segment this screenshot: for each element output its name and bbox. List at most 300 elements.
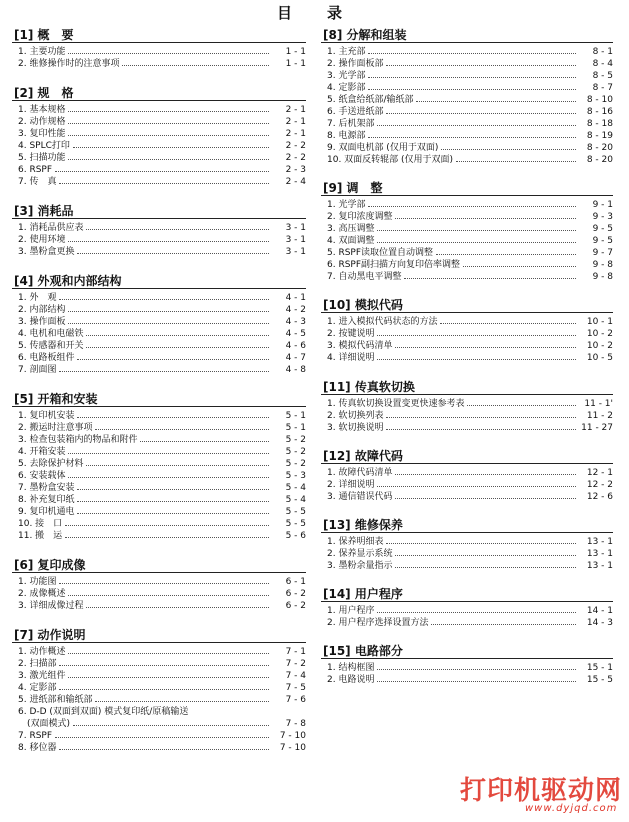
toc-section [12, 628, 306, 754]
toc-entry[interactable] [321, 352, 613, 364]
leader-dots [377, 352, 576, 360]
toc-entry[interactable] [321, 94, 613, 106]
toc-entry[interactable] [321, 479, 613, 491]
toc-entry-page: 9 - 5 [592, 236, 613, 246]
toc-entry-label: 1. 主要功能 [18, 47, 66, 57]
leader-dots [77, 246, 269, 254]
toc-entry-label: 4. 开箱安装 [18, 447, 66, 457]
toc-entry[interactable] [12, 316, 306, 328]
toc-entry[interactable] [12, 328, 306, 340]
leader-dots [377, 662, 576, 670]
toc-entry-page: 6 - 2 [285, 589, 306, 599]
leader-dots [86, 222, 269, 230]
toc-entry[interactable] [321, 271, 613, 283]
toc-entry[interactable] [12, 104, 306, 116]
leader-dots [59, 176, 269, 184]
toc-entry[interactable] [12, 410, 306, 422]
toc-entry[interactable] [321, 70, 613, 82]
toc-entry-page: 7 - 5 [285, 683, 306, 693]
leader-dots [77, 352, 269, 360]
leader-dots [395, 467, 576, 475]
toc-entry-label: 1. 主充部 [327, 47, 366, 57]
toc-entry-page: 5 - 3 [285, 471, 306, 481]
toc-entry-page: 5 - 2 [285, 447, 306, 457]
toc-entry[interactable] [12, 164, 306, 176]
leader-dots [440, 316, 576, 324]
toc-section [321, 298, 613, 364]
toc-entry[interactable] [12, 246, 306, 258]
toc-right-column [321, 28, 613, 686]
toc-entry-page: 3 - 1 [285, 247, 306, 257]
toc-entry-label: 5. RSPF读取位置自动调整 [327, 248, 434, 258]
toc-entry-page: 7 - 6 [285, 695, 306, 705]
toc-entry-page: 13 - 1 [586, 549, 613, 559]
toc-entry[interactable] [12, 682, 306, 694]
leader-dots [395, 211, 576, 219]
toc-section [12, 28, 306, 70]
toc-entry-page: 5 - 4 [285, 483, 306, 493]
toc-entry-page: 3 - 1 [285, 223, 306, 233]
toc-entry[interactable] [12, 434, 306, 446]
toc-entry-page: 4 - 5 [285, 329, 306, 339]
leader-dots [86, 458, 269, 466]
toc-entry[interactable] [321, 491, 613, 503]
toc-entry-label: 7. 传 真 [18, 177, 57, 187]
section-heading: [1] 概 要 [12, 28, 306, 43]
toc-entry[interactable] [12, 222, 306, 234]
leader-dots [73, 718, 269, 726]
section-heading: [10] 模拟代码 [321, 298, 613, 313]
toc-entry[interactable] [321, 316, 613, 328]
leader-dots [377, 118, 576, 126]
toc-entry-page: 8 - 18 [586, 119, 613, 129]
leader-dots [441, 142, 576, 150]
section-heading: [14] 用户程序 [321, 587, 613, 602]
toc-entry-page: 8 - 20 [586, 143, 613, 153]
toc-entry[interactable] [321, 560, 613, 572]
leader-dots [55, 730, 269, 738]
leader-dots [95, 694, 269, 702]
toc-entry[interactable] [321, 211, 613, 223]
leader-dots [368, 70, 576, 78]
leader-dots [68, 446, 269, 454]
toc-entry-label: 9. 复印机通电 [18, 507, 75, 517]
toc-entry-label: 2. 搬运时注意事项 [18, 423, 93, 433]
leader-dots [95, 422, 269, 430]
toc-entry-label: 2. 操作面板部 [327, 59, 384, 69]
toc-section [12, 392, 306, 542]
toc-entry-label: 6. D-D (双面到双面) 模式复印纸/原稿输送 [18, 707, 189, 717]
toc-section [321, 380, 613, 434]
toc-entry-page: 4 - 7 [285, 353, 306, 363]
toc-entry[interactable] [12, 576, 306, 588]
leader-dots [68, 316, 269, 324]
toc-entry[interactable] [12, 600, 306, 612]
toc-entry-page: 5 - 1 [285, 411, 306, 421]
watermark-text: 打印机驱动网 [460, 776, 623, 806]
toc-entry[interactable] [12, 234, 306, 246]
toc-entry-label: 3. 墨粉余量指示 [327, 561, 393, 571]
leader-dots [368, 46, 576, 54]
leader-dots [86, 600, 269, 608]
toc-entry-page: 7 - 10 [279, 743, 306, 753]
toc-entry-page: 4 - 6 [285, 341, 306, 351]
leader-dots [73, 140, 269, 148]
toc-entry-label: 3. 光学部 [327, 71, 366, 81]
toc-entry-page: 5 - 2 [285, 435, 306, 445]
toc-entry[interactable] [321, 259, 613, 271]
leader-dots [404, 271, 576, 279]
toc-entry-page: 10 - 2 [586, 329, 613, 339]
toc-entry-page: 1 - 1 [285, 59, 306, 69]
toc-entry[interactable] [321, 340, 613, 352]
leader-dots [68, 470, 269, 478]
toc-entry-page: 9 - 3 [592, 212, 613, 222]
toc-entry-label: 2. 维修操作时的注意事项 [18, 59, 120, 69]
leader-dots [395, 560, 576, 568]
toc-left-column [12, 28, 306, 754]
toc-entry[interactable] [321, 548, 613, 560]
toc-entry-label: 2. 使用环境 [18, 235, 66, 245]
toc-entry[interactable] [321, 58, 613, 70]
toc-entry-label: 1. 动作概述 [18, 647, 66, 657]
toc-entry-label: 3. 模拟代码清单 [327, 341, 393, 351]
toc-entry-label: 2. 按键说明 [327, 329, 375, 339]
toc-entry-page: 13 - 1 [586, 537, 613, 547]
toc-entry[interactable] [12, 446, 306, 458]
toc-entry-page: 4 - 1 [285, 293, 306, 303]
toc-entry-page: 9 - 1 [592, 200, 613, 210]
toc-entry-page: 10 - 2 [586, 341, 613, 351]
toc-entry-page: 8 - 4 [592, 59, 613, 69]
toc-entry-page: 6 - 1 [285, 577, 306, 587]
toc-entry-label: 2. 保养显示系统 [327, 549, 393, 559]
toc-entry-page: 13 - 1 [586, 561, 613, 571]
leader-dots [386, 106, 576, 114]
toc-entry-page: 2 - 4 [285, 177, 306, 187]
leader-dots [395, 491, 576, 499]
toc-entry[interactable] [321, 247, 613, 259]
section-heading: [7] 动作说明 [12, 628, 306, 643]
toc-entry-label: 7. 剖面图 [18, 365, 57, 375]
toc-entry-label: 5. 去除保护材料 [18, 459, 84, 469]
leader-dots [77, 482, 269, 490]
toc-entry-label: 1. 保养明细表 [327, 537, 384, 547]
toc-entry-page: 3 - 1 [285, 235, 306, 245]
leader-dots [377, 605, 576, 613]
toc-entry[interactable] [12, 176, 306, 188]
section-heading: [12] 故障代码 [321, 449, 613, 464]
toc-entry-page: 7 - 8 [285, 719, 306, 729]
leader-dots [77, 506, 269, 514]
toc-entry-page: 1 - 1 [285, 47, 306, 57]
toc-entry[interactable] [12, 670, 306, 682]
toc-entry-page: 10 - 1 [586, 317, 613, 327]
toc-entry[interactable] [12, 530, 306, 542]
toc-entry-label: 3. 操作面板 [18, 317, 66, 327]
toc-entry-label: 3. 检查包装箱内的物品和附件 [18, 435, 138, 445]
toc-entry-label: 2. 详细说明 [327, 480, 375, 490]
toc-entry[interactable] [321, 82, 613, 94]
leader-dots [395, 548, 576, 556]
toc-entry-page: 7 - 1 [285, 647, 306, 657]
toc-entry-label: 2. 动作规格 [18, 117, 66, 127]
leader-dots [59, 364, 269, 372]
toc-section [12, 558, 306, 612]
toc-entry-label: 4. 详细说明 [327, 353, 375, 363]
leader-dots [68, 46, 269, 54]
toc-entry-label: 2. 扫描部 [18, 659, 57, 669]
toc-entry-page: 5 - 4 [285, 495, 306, 505]
toc-entry[interactable] [321, 662, 613, 674]
leader-dots [55, 164, 269, 172]
leader-dots [59, 576, 269, 584]
toc-entry-page: 11 - 1' [584, 399, 613, 409]
toc-entry[interactable] [321, 410, 613, 422]
leader-dots [68, 304, 269, 312]
section-heading: [13] 维修保养 [321, 518, 613, 533]
watermark-url: www.dyjqd.com [525, 803, 618, 814]
toc-entry[interactable] [12, 482, 306, 494]
toc-entry-label: 3. 激光组件 [18, 671, 66, 681]
toc-entry[interactable] [321, 199, 613, 211]
toc-entry[interactable] [12, 646, 306, 658]
toc-entry[interactable] [12, 742, 306, 754]
toc-entry-page: 8 - 5 [592, 71, 613, 81]
leader-dots [377, 235, 576, 243]
toc-entry-page: 8 - 7 [592, 83, 613, 93]
toc-entry[interactable] [321, 106, 613, 118]
leader-dots [68, 104, 269, 112]
toc-entry[interactable] [321, 142, 613, 154]
toc-entry[interactable] [321, 467, 613, 479]
leader-dots [77, 410, 269, 418]
toc-entry-label: 5. 纸盒给纸部/输纸部 [327, 95, 414, 105]
toc-entry-page: 8 - 20 [586, 155, 613, 165]
toc-entry-label: 10. 接 口 [18, 519, 63, 529]
leader-dots [436, 247, 576, 255]
toc-entry-label: 4. SPLC打印 [18, 141, 70, 151]
toc-entry[interactable] [321, 674, 613, 686]
toc-entry[interactable] [12, 458, 306, 470]
toc-section [321, 449, 613, 503]
toc-entry-label: 4. 电机和电磁铁 [18, 329, 84, 339]
toc-entry-label: 1. 复印机安装 [18, 411, 75, 421]
leader-dots [463, 259, 576, 267]
toc-entry-label: 1. 外 观 [18, 293, 57, 303]
toc-entry-page: 11 - 2 [586, 411, 613, 421]
leader-dots [68, 670, 269, 678]
toc-entry-page: 8 - 16 [586, 107, 613, 117]
leader-dots [456, 154, 576, 162]
leader-dots [416, 94, 576, 102]
toc-section [321, 587, 613, 629]
leader-dots [122, 58, 269, 66]
toc-entry-page: 5 - 1 [285, 423, 306, 433]
toc-entry[interactable] [321, 46, 613, 58]
toc-section [12, 274, 306, 376]
toc-entry[interactable] [12, 470, 306, 482]
toc-section [12, 86, 306, 188]
toc-entry[interactable] [321, 130, 613, 142]
toc-entry-label: 3. 复印性能 [18, 129, 66, 139]
leader-dots [59, 292, 269, 300]
toc-entry-page: 2 - 2 [285, 141, 306, 151]
toc-entry[interactable] [12, 340, 306, 352]
section-heading: [9] 调 整 [321, 181, 613, 196]
page-title: 目 录 [276, 4, 352, 22]
toc-entry-label: 4. 定影部 [327, 83, 366, 93]
toc-entry-page: 4 - 3 [285, 317, 306, 327]
toc-entry-page: 10 - 5 [586, 353, 613, 363]
leader-dots [386, 410, 576, 418]
toc-entry[interactable] [321, 605, 613, 617]
toc-entry-label: 6. RSPF [18, 165, 53, 175]
toc-entry-label: 7. 墨粉盒安装 [18, 483, 75, 493]
toc-section [321, 644, 613, 686]
toc-entry[interactable] [321, 118, 613, 130]
toc-entry[interactable] [12, 730, 306, 742]
toc-entry-label: 6. 电路板组件 [18, 353, 75, 363]
section-heading: [6] 复印成像 [12, 558, 306, 573]
leader-dots [77, 494, 269, 502]
toc-entry-page: 12 - 2 [586, 480, 613, 490]
toc-entry[interactable] [12, 422, 306, 434]
section-heading: [3] 消耗品 [12, 204, 306, 219]
toc-entry-label: 2. 成像概述 [18, 589, 66, 599]
toc-entry-label: 2. 软切换列表 [327, 411, 384, 421]
leader-dots [467, 398, 576, 406]
toc-entry-label: 11. 搬 运 [18, 531, 63, 541]
toc-entry-label: 2. 复印浓度调整 [327, 212, 393, 222]
leader-dots [65, 518, 269, 526]
toc-entry[interactable] [321, 617, 613, 629]
leader-dots [68, 646, 269, 654]
toc-entry[interactable] [12, 364, 306, 376]
leader-dots [368, 199, 576, 207]
toc-entry-label: 8. 电源部 [327, 131, 366, 141]
toc-entry-label: 1. 用户程序 [327, 606, 375, 616]
toc-section [12, 204, 306, 258]
leader-dots [140, 434, 269, 442]
toc-entry-page: 2 - 1 [285, 129, 306, 139]
leader-dots [377, 674, 576, 682]
toc-entry-page: 5 - 2 [285, 459, 306, 469]
section-heading: [15] 电路部分 [321, 644, 613, 659]
toc-entry-label: 2. 电路说明 [327, 675, 375, 685]
toc-entry[interactable] [12, 140, 306, 152]
toc-entry-label: 6. RSPF副扫描方向复印倍率调整 [327, 260, 461, 270]
toc-entry[interactable] [321, 223, 613, 235]
leader-dots [395, 340, 576, 348]
toc-entry[interactable] [12, 304, 306, 316]
toc-entry-label: 4. 双面调整 [327, 236, 375, 246]
toc-entry-page: 9 - 5 [592, 224, 613, 234]
toc-entry[interactable] [12, 46, 306, 58]
toc-entry[interactable] [12, 352, 306, 364]
toc-entry-page: 7 - 10 [279, 731, 306, 741]
toc-entry[interactable] [12, 58, 306, 70]
toc-entry-page: 8 - 19 [586, 131, 613, 141]
toc-entry[interactable] [12, 116, 306, 128]
leader-dots [68, 588, 269, 596]
toc-entry[interactable] [12, 694, 306, 706]
toc-entry-page: 14 - 1 [586, 606, 613, 616]
toc-entry-label: 2. 内部结构 [18, 305, 66, 315]
toc-entry-label: 1. 故障代码清单 [327, 468, 393, 478]
toc-section [321, 518, 613, 572]
toc-entry[interactable] [12, 588, 306, 600]
toc-entry-page: 9 - 7 [592, 248, 613, 258]
toc-entry-page: 6 - 2 [285, 601, 306, 611]
toc-entry-label: 1. 光学部 [327, 200, 366, 210]
toc-entry-label: 9. 双面电机部 (仅用于双面) [327, 143, 439, 153]
toc-entry[interactable] [321, 398, 613, 410]
leader-dots [431, 617, 576, 625]
toc-entry-page: 15 - 1 [586, 663, 613, 673]
toc-entry-label: 1. 进入模拟代码状态的方法 [327, 317, 438, 327]
toc-entry-page: 2 - 1 [285, 105, 306, 115]
toc-entry-label: 1. 基本规格 [18, 105, 66, 115]
toc-entry-label: 4. 定影部 [18, 683, 57, 693]
toc-entry[interactable] [12, 152, 306, 164]
toc-entry-label: 6. 安装载体 [18, 471, 66, 481]
leader-dots [59, 658, 269, 666]
leader-dots [65, 530, 269, 538]
toc-entry-label: 7. RSPF [18, 731, 53, 741]
section-heading: [5] 开箱和安装 [12, 392, 306, 407]
section-heading: [8] 分解和组装 [321, 28, 613, 43]
toc-entry[interactable] [12, 494, 306, 506]
toc-entry-label: 2. 用户程序选择设置方法 [327, 618, 429, 628]
toc-entry[interactable] [12, 658, 306, 670]
toc-entry-page: 12 - 1 [586, 468, 613, 478]
toc-entry[interactable] [321, 235, 613, 247]
leader-dots [377, 479, 576, 487]
toc-entry[interactable] [321, 536, 613, 548]
toc-entry[interactable] [12, 518, 306, 530]
toc-entry[interactable] [321, 328, 613, 340]
toc-entry-page: 9 - 8 [592, 272, 613, 282]
toc-entry-label: 1. 传真软切换设置变更快速参考表 [327, 399, 465, 409]
toc-entry-label: (双面模式) [18, 719, 71, 729]
section-heading: [4] 外观和内部结构 [12, 274, 306, 289]
toc-entry-label: 3. 墨粉盒更换 [18, 247, 75, 257]
leader-dots [59, 682, 269, 690]
leader-dots [386, 422, 576, 430]
toc-entry[interactable] [12, 292, 306, 304]
toc-entry[interactable] [321, 422, 613, 434]
leader-dots [386, 58, 576, 66]
toc-entry-label: 5. 进纸部和输纸部 [18, 695, 93, 705]
toc-entry-label: 8. 移位器 [18, 743, 57, 753]
leader-dots [68, 152, 269, 160]
toc-entry[interactable] [12, 706, 306, 718]
leader-dots [386, 536, 576, 544]
toc-entry-label: 3. 高压调整 [327, 224, 375, 234]
toc-entry-page: 7 - 4 [285, 671, 306, 681]
toc-entry[interactable] [321, 154, 613, 166]
toc-entry-page: 4 - 2 [285, 305, 306, 315]
toc-entry-page: 7 - 2 [285, 659, 306, 669]
toc-entry-label: 5. 传感器和开关 [18, 341, 84, 351]
toc-entry[interactable] [12, 718, 306, 730]
toc-entry-label: 1. 功能图 [18, 577, 57, 587]
toc-entry[interactable] [12, 128, 306, 140]
toc-entry[interactable] [12, 506, 306, 518]
section-heading: [2] 规 格 [12, 86, 306, 101]
toc-entry-page: 14 - 3 [586, 618, 613, 628]
